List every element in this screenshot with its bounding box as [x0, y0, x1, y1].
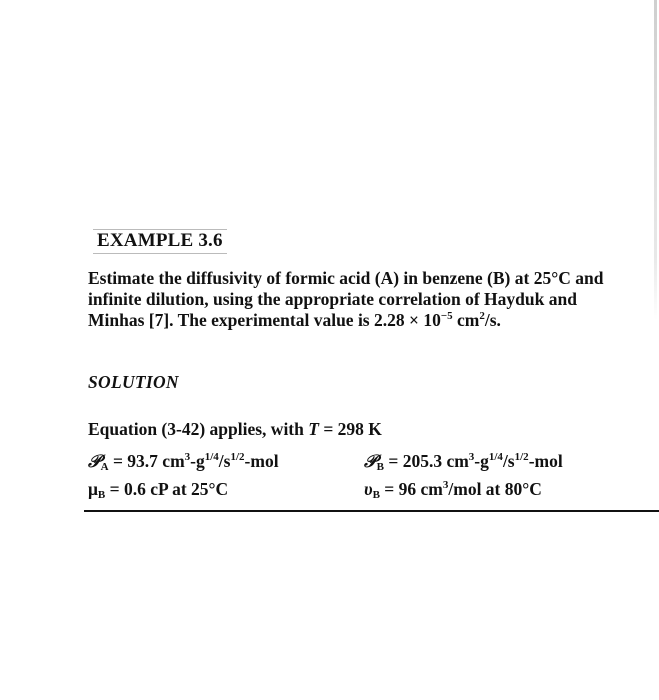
- parachor-a-sup1: 3: [184, 451, 191, 463]
- parachor-a-value: = 93.7 cm: [108, 451, 185, 471]
- equation-statement: [88, 419, 382, 440]
- problem-text: [88, 268, 633, 331]
- molar-volume-b-sup: 3: [442, 479, 449, 491]
- molar-volume-b-symbol: υ: [364, 479, 373, 499]
- parachor-b-mid2: /s: [502, 451, 515, 471]
- molar-volume-b-value: = 96 cm: [379, 479, 443, 499]
- viscosity-b-subscript: B: [97, 489, 106, 501]
- parachor-a: [88, 451, 279, 472]
- parachor-a-sup2: 1/4: [204, 451, 219, 463]
- parachor-b-sup1: 3: [468, 451, 475, 463]
- section-divider: [84, 510, 659, 512]
- problem-exponent: −5: [440, 310, 453, 322]
- parachor-b-end: -mol: [528, 451, 563, 471]
- parachor-b-mid: -g: [474, 451, 489, 471]
- problem-unit: cm: [452, 310, 480, 330]
- viscosity-b-symbol: μ: [88, 479, 98, 499]
- problem-statement: [88, 268, 633, 331]
- parachor-b-subscript: B: [376, 461, 384, 473]
- parachor-b-sup2: 1/4: [488, 451, 503, 463]
- equation-suffix: = 298 K: [318, 419, 382, 439]
- problem-unit-exponent: 2: [479, 310, 485, 322]
- parachor-a-end: -mol: [244, 451, 279, 471]
- molar-volume-b-subscript: B: [372, 489, 380, 501]
- parachor-b-sup3: 1/2: [514, 451, 529, 463]
- example-heading: EXAMPLE 3.6: [93, 229, 227, 254]
- page-edge-shadow: [654, 0, 657, 320]
- parachor-b-symbol: 𝒫: [364, 451, 377, 471]
- molar-volume-b: [364, 479, 542, 500]
- viscosity-b: [88, 479, 228, 500]
- solution-heading: SOLUTION: [88, 372, 179, 392]
- parachor-a-mid2: /s: [218, 451, 231, 471]
- viscosity-b-value: = 0.6 cP at 25°C: [105, 479, 229, 499]
- problem-body: Estimate the diffusivity of formic acid (A) in benzene (B) at 25°C and infinite dilution, using the appropriate correlation of Hayduk and Minhas [7]. The experimental value is 2.28 × 10: [88, 268, 604, 330]
- parachor-a-mid: -g: [190, 451, 205, 471]
- problem-unit-tail: /s.: [484, 310, 501, 330]
- parachor-b-value: = 205.3 cm: [383, 451, 469, 471]
- parachor-b: [364, 451, 563, 472]
- equation-variable: T: [308, 419, 319, 439]
- parachor-a-sup3: 1/2: [230, 451, 245, 463]
- parachor-a-symbol: 𝒫: [88, 451, 101, 471]
- molar-volume-b-end: /mol at 80°C: [448, 479, 542, 499]
- equation-prefix: Equation (3-42) applies, with: [88, 419, 309, 439]
- parachor-a-subscript: A: [100, 461, 109, 473]
